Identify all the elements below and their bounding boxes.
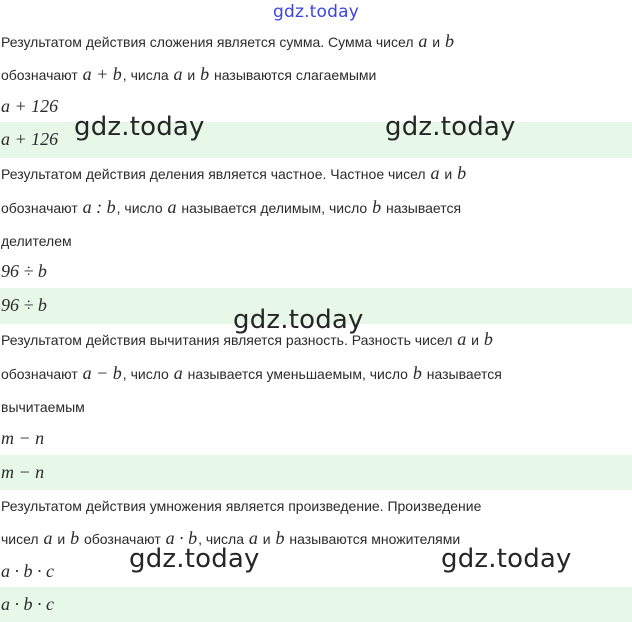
- addition-line-2: обозначают a + b, числа a и b называются слагаемыми: [1, 64, 377, 84]
- division-line-2: обозначают a : b, число a называется делимым, число b называется: [1, 197, 462, 217]
- multiplication-line-1: Результатом действия умножения является произведение. Произведение: [1, 498, 482, 514]
- site-logo[interactable]: gdz.today: [272, 2, 360, 22]
- watermark: gdz.today: [74, 112, 205, 142]
- watermark: gdz.today: [441, 544, 572, 574]
- subtraction-answer-row: [0, 455, 632, 490]
- watermark: gdz.today: [385, 112, 516, 142]
- division-expression: 96 ÷ b: [1, 261, 47, 281]
- division-answer: 96 ÷ b: [1, 295, 47, 315]
- subtraction-expression: m − n: [1, 428, 45, 448]
- subtraction-line-1: Результатом действия вычитания является разность. Разность чисел a и b: [1, 329, 493, 349]
- addition-line-1: Результатом действия сложения является сумма. Сумма чисел a и b: [1, 31, 454, 51]
- division-line-3: делителем: [1, 233, 72, 249]
- division-line-1: Результатом действия деления является частное. Частное чисел a и b: [1, 163, 467, 183]
- multiplication-line-2: чисел a и b обозначают a · b, числа a и b называются множителями: [1, 528, 461, 548]
- subtraction-answer: m − n: [1, 462, 45, 482]
- addition-answer: a + 126: [1, 129, 59, 149]
- multiplication-answer: a · b · c: [1, 594, 54, 614]
- subtraction-line-3: вычитаемым: [1, 399, 85, 415]
- watermark: gdz.today: [233, 305, 364, 335]
- watermark: gdz.today: [129, 544, 260, 574]
- multiplication-expression: a · b · c: [1, 561, 54, 581]
- addition-expression: a + 126: [1, 96, 59, 116]
- subtraction-line-2: обозначают a − b, число a называется уменьшаемым, число b называется: [1, 363, 502, 383]
- multiplication-answer-row: [0, 587, 632, 622]
